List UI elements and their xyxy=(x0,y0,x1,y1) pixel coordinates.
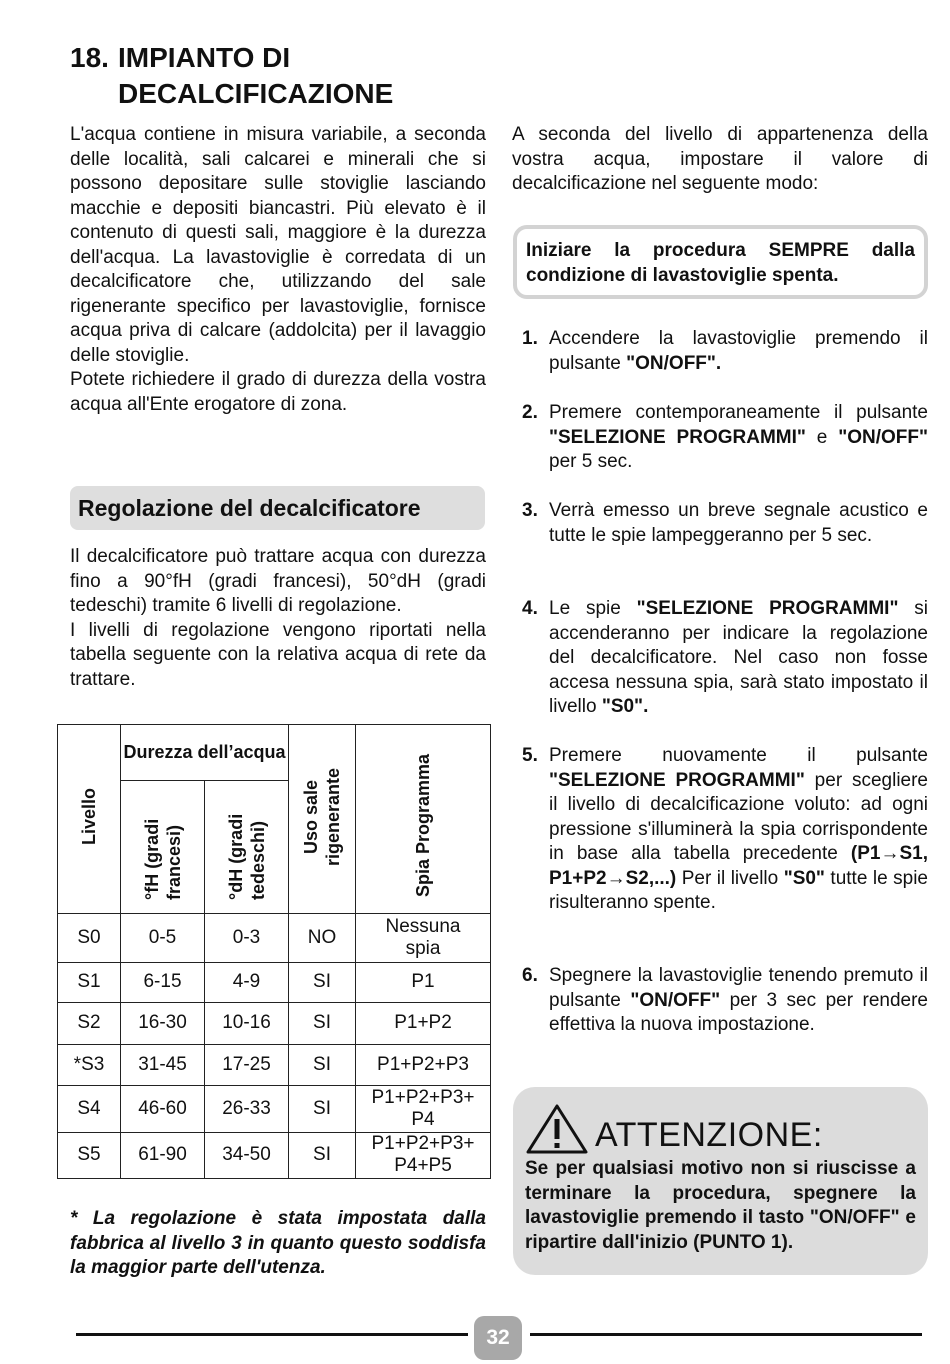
cell-uso-sale: SI xyxy=(289,1002,356,1044)
cell-spia: P1+P2+P3 xyxy=(356,1045,491,1086)
intro-paragraph-2: Potete richiedere il grado di durezza della vostra acqua all'Ente erogatore di zona. xyxy=(70,369,486,415)
cell-livello: *S3 xyxy=(58,1045,121,1086)
cell-livello: S2 xyxy=(58,1002,121,1044)
table-row xyxy=(58,962,491,1002)
cell-spia: P1+P2+P3+ P4+P5 xyxy=(356,1132,491,1178)
intro-paragraph-1: L'acqua contiene in misura variabile, a seconda delle località, sali calcarei e minerali che si possono depositare sulle stoviglie lasciando macchie e depositi biancastri. Più elevato è il contenuto di questi sali, maggiore è la durezza dell'acqua. La lavastoviglie è corredata di un decalcificatore che, utilizzando del sale rigenerante specifico per lavastoviglie, fornisce acqua priva di calcare (addolcita) per il lavaggio delle stoviglie. xyxy=(70,124,486,366)
table-header-row xyxy=(58,725,491,781)
section-number: 18. xyxy=(70,42,109,73)
step-6: 6. Spegnere la lavastoviglie tenendo premuto il pulsante "ON/OFF" per 3 sec per rendere effettiva la nuova impostazione. xyxy=(522,964,928,1038)
regolazione-paragraph-2: I livelli di regolazione vengono riportati nella tabella seguente con la relativa acqua di rete da trattare. xyxy=(70,619,486,690)
section-heading-regolazione: Regolazione del decalcificatore xyxy=(70,486,485,530)
cell-dh: 34-50 xyxy=(205,1132,289,1178)
warning-box xyxy=(513,1087,928,1275)
warning-triangle-icon xyxy=(525,1103,589,1155)
step-1: 1. Accendere la lavastoviglie premendo il pulsante "ON/OFF". xyxy=(522,327,928,376)
cell-spia: P1 xyxy=(356,962,491,1002)
cell-uso-sale: SI xyxy=(289,1045,356,1086)
cell-livello: S1 xyxy=(58,962,121,1002)
step-4: 4. Le spie "SELEZIONE PROGRAMMI" si accenderanno per indicare la regolazione del decalcificatore. Nel caso non fosse accesa nessuna spia, sarà stato impostato il livello "S0". xyxy=(522,597,928,720)
table-row xyxy=(58,1045,491,1086)
cell-spia: Nessuna spia xyxy=(356,914,491,962)
cell-fh: 16-30 xyxy=(121,1002,205,1044)
step-4-text: Le spie "SELEZIONE PROGRAMMI" si accenderanno per indicare la regolazione del decalcificatore. Nel caso non fosse accesa nessuna spia, sarà stato impostato il livello "S0". xyxy=(549,598,929,717)
cell-dh: 0-3 xyxy=(205,914,289,962)
table-row xyxy=(58,1132,491,1178)
cell-dh: 26-33 xyxy=(205,1086,289,1132)
regolazione-text xyxy=(70,545,486,692)
cell-dh: 17-25 xyxy=(205,1045,289,1086)
step-5-text: Premere nuovamente il pulsante "SELEZIONE PROGRAMMI" per scegliere il livello di decalcificazione voluto: ad ogni pressione s'illuminerà la spia corrispondente in base alla tabella precedente (P1→S1, P1+P2→S2,...) Per il livello "S0" tutte le spie risulteranno spente. xyxy=(549,745,928,913)
header-livello: Livello xyxy=(58,725,121,914)
step-3-text: Verrà emesso un breve segnale acustico e tutte le spie lampeggeranno per 5 sec. xyxy=(549,500,928,546)
step-1-text: Accendere la lavastoviglie premendo il pulsante "ON/OFF". xyxy=(549,328,928,374)
cell-livello: S5 xyxy=(58,1132,121,1178)
header-spia: Spia Programma xyxy=(356,725,491,914)
footer-line-left xyxy=(76,1333,468,1336)
header-durezza: Durezza dell’acqua xyxy=(121,725,289,781)
step-2-text: Premere contemporaneamente il pulsante "SELEZIONE PROGRAMMI" e "ON/OFF" per 5 sec. xyxy=(549,402,929,472)
start-procedure-box: Iniziare la procedura SEMPRE dalla condizione di lavastoviglie spenta. xyxy=(513,225,928,299)
cell-uso-sale: NO xyxy=(289,914,356,962)
title-line-2: DECALCIFICAZIONE xyxy=(118,78,394,109)
step-3: 3. Verrà emesso un breve segnale acustico e tutte le spie lampeggeranno per 5 sec. xyxy=(522,499,928,548)
cell-uso-sale: SI xyxy=(289,1132,356,1178)
cell-livello: S0 xyxy=(58,914,121,962)
cell-fh: 61-90 xyxy=(121,1132,205,1178)
cell-uso-sale: SI xyxy=(289,1086,356,1132)
cell-livello: S4 xyxy=(58,1086,121,1132)
cell-fh: 46-60 xyxy=(121,1086,205,1132)
page-number: 32 xyxy=(474,1316,522,1360)
hardness-table xyxy=(57,724,491,1179)
regolazione-paragraph-1: Il decalcificatore può trattare acqua con durezza fino a 90°fH (gradi francesi), 50°dH (gradi tedeschi) tramite 6 livelli di regolazione. xyxy=(70,546,486,616)
header-dh: °dH (gradi tedeschi) xyxy=(205,781,289,914)
step-5: 5. Premere nuovamente il pulsante "SELEZIONE PROGRAMMI" per scegliere il livello di decalcificazione voluto: ad ogni pressione s'illuminerà la spia corrispondente in base alla tabella precedente (P1→S1, P1+P2→S2,...) Per il livello "S0" tutte le spie risulteranno spente. xyxy=(522,744,928,916)
intro-text xyxy=(70,123,486,417)
cell-fh: 0-5 xyxy=(121,914,205,962)
page-title xyxy=(70,40,490,112)
right-intro: A seconda del livello di appartenenza della vostra acqua, impostare il valore di decalcificazione nel seguente modo: xyxy=(512,124,928,194)
warning-title: ATTENZIONE: xyxy=(595,1116,823,1154)
table-footnote: * La regolazione è stata impostata dalla fabbrica al livello 3 in quanto questo soddisfa la maggior parte dell'utenza. xyxy=(70,1208,486,1278)
footer-line-right xyxy=(530,1333,922,1336)
step-6-text: Spegnere la lavastoviglie tenendo premuto il pulsante "ON/OFF" per 3 sec per rendere effettiva la nuova impostazione. xyxy=(549,965,928,1035)
cell-fh: 6-15 xyxy=(121,962,205,1002)
title-line-1: IMPIANTO DI xyxy=(118,42,291,73)
cell-dh: 10-16 xyxy=(205,1002,289,1044)
header-fh: °fH (gradi francesi) xyxy=(121,781,205,914)
warning-text: Se per qualsiasi motivo non si riuscisse a terminare la procedura, spegnere la lavastoviglie premendo il tasto "ON/OFF" e ripartire dall'inizio (PUNTO 1). xyxy=(525,1158,916,1253)
table-row xyxy=(58,1086,491,1132)
cell-spia: P1+P2+P3+ P4 xyxy=(356,1086,491,1132)
header-uso-sale: Uso sale rigenerante xyxy=(289,725,356,914)
table-row xyxy=(58,1002,491,1044)
table-row xyxy=(58,914,491,962)
cell-uso-sale: SI xyxy=(289,962,356,1002)
cell-fh: 31-45 xyxy=(121,1045,205,1086)
cell-dh: 4-9 xyxy=(205,962,289,1002)
cell-spia: P1+P2 xyxy=(356,1002,491,1044)
step-2: 2. Premere contemporaneamente il pulsante "SELEZIONE PROGRAMMI" e "ON/OFF" per 5 sec. xyxy=(522,401,928,475)
